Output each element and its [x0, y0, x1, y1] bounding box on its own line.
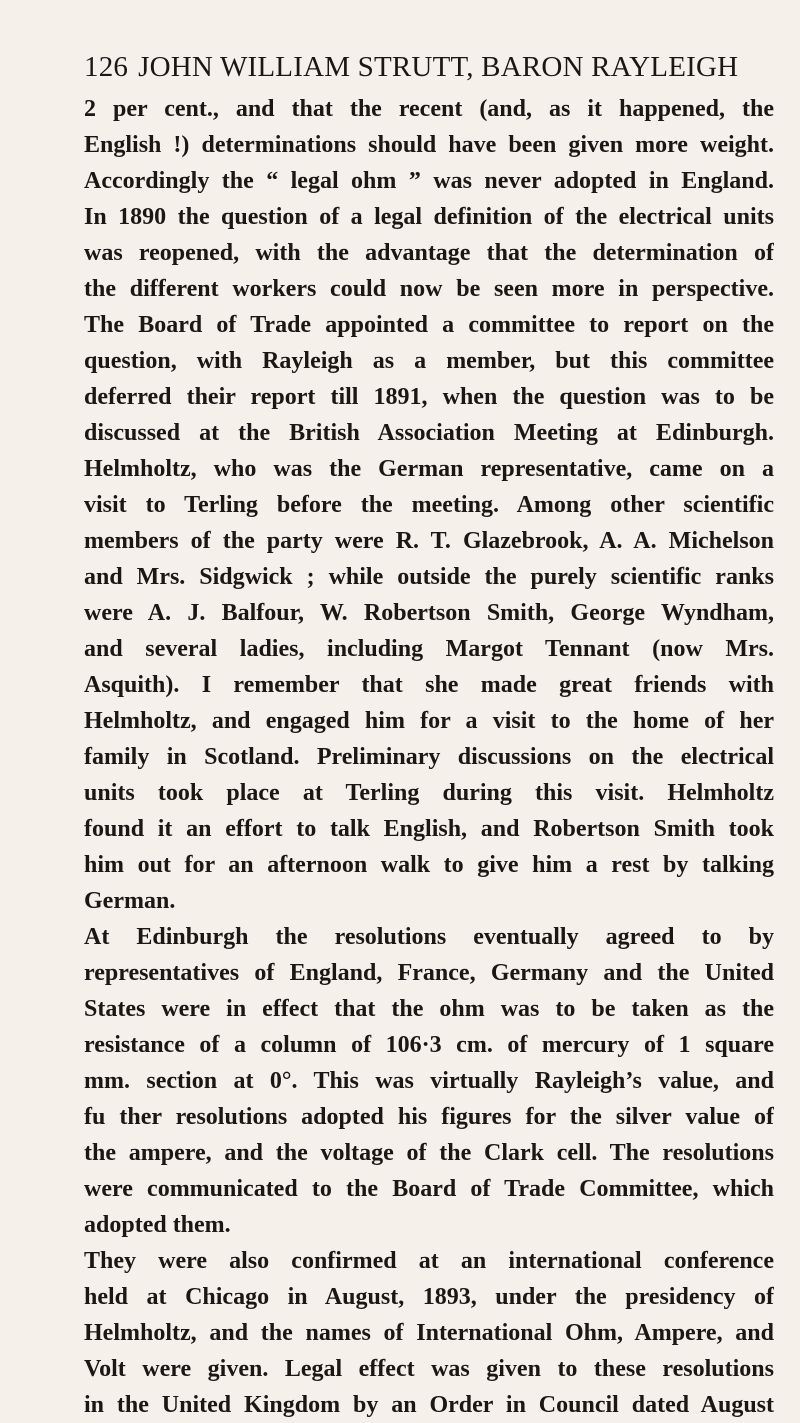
- text-line: At Edinburgh the resolutions eventually agreed to by: [84, 924, 774, 950]
- text-line: mm. section at 0°. This was virtually Rayleigh’s value, and: [84, 1068, 774, 1094]
- text-line: discussed at the British Association Meeting at Edinburgh.: [84, 420, 774, 446]
- text-line: found it an effort to talk English, and Robertson Smith took: [84, 816, 774, 842]
- text-line: Asquith). I remember that she made great friends with: [84, 672, 774, 698]
- text-line: members of the party were R. T. Glazebrook, A. A. Michelson: [84, 528, 774, 554]
- text-line: In 1890 the question of a legal definition of the electrical units: [84, 204, 774, 230]
- body-text: [84, 91, 774, 1423]
- text-line: the ampere, and the voltage of the Clark cell. The resolutions: [84, 1140, 774, 1166]
- page-number: 126: [84, 51, 129, 83]
- text-line: resistance of a column of 106·3 cm. of mercury of 1 square: [84, 1032, 774, 1058]
- text-line: adopted them.: [84, 1212, 231, 1238]
- text-line: States were in effect that the ohm was to be taken as the: [84, 996, 774, 1022]
- text-line: was reopened, with the advantage that the determination of: [84, 240, 774, 266]
- text-line: English !) determinations should have been given more weight.: [84, 132, 774, 158]
- text-line: The Board of Trade appointed a committee to report on the: [84, 312, 774, 338]
- text-line: in the United Kingdom by an Order in Council dated August: [84, 1392, 774, 1418]
- text-line: units took place at Terling during this visit. Helmholtz: [84, 780, 774, 806]
- text-line: the different workers could now be seen more in perspective.: [84, 276, 774, 302]
- text-line: held at Chicago in August, 1893, under the presidency of: [84, 1284, 774, 1310]
- text-line: 2 per cent., and that the recent (and, as it happened, the: [84, 96, 774, 122]
- text-line: Helmholtz, who was the German representative, came on a: [84, 456, 774, 482]
- text-line: They were also confirmed at an international conference: [84, 1248, 774, 1274]
- text-line: family in Scotland. Preliminary discussions on the electrical: [84, 744, 774, 770]
- text-line: him out for an afternoon walk to give him a rest by talking: [84, 852, 774, 878]
- running-title: JOHN WILLIAM STRUTT, BARON RAYLEIGH: [138, 51, 739, 83]
- text-line: German.: [84, 888, 176, 914]
- text-line: were A. J. Balfour, W. Robertson Smith, George Wyndham,: [84, 600, 774, 626]
- text-line: and Mrs. Sidgwick ; while outside the purely scientific ranks: [84, 564, 774, 590]
- text-line: Helmholtz, and the names of International Ohm, Ampere, and: [84, 1320, 774, 1346]
- text-line: Helmholtz, and engaged him for a visit to the home of her: [84, 708, 774, 734]
- text-line: representatives of England, France, Germany and the United: [84, 960, 774, 986]
- text-line: and several ladies, including Margot Tennant (now Mrs.: [84, 636, 774, 662]
- text-line: deferred their report till 1891, when the question was to be: [84, 384, 774, 410]
- text-line: Volt were given. Legal effect was given to these resolutions: [84, 1356, 774, 1382]
- text-line: visit to Terling before the meeting. Among other scientific: [84, 492, 774, 518]
- running-head: [84, 47, 744, 87]
- text-line: fu ther resolutions adopted his figures for the silver value of: [84, 1104, 774, 1130]
- text-line: Accordingly the “ legal ohm ” was never adopted in England.: [84, 168, 774, 194]
- text-line: were communicated to the Board of Trade Committee, which: [84, 1176, 774, 1202]
- text-line: question, with Rayleigh as a member, but this committee: [84, 348, 774, 374]
